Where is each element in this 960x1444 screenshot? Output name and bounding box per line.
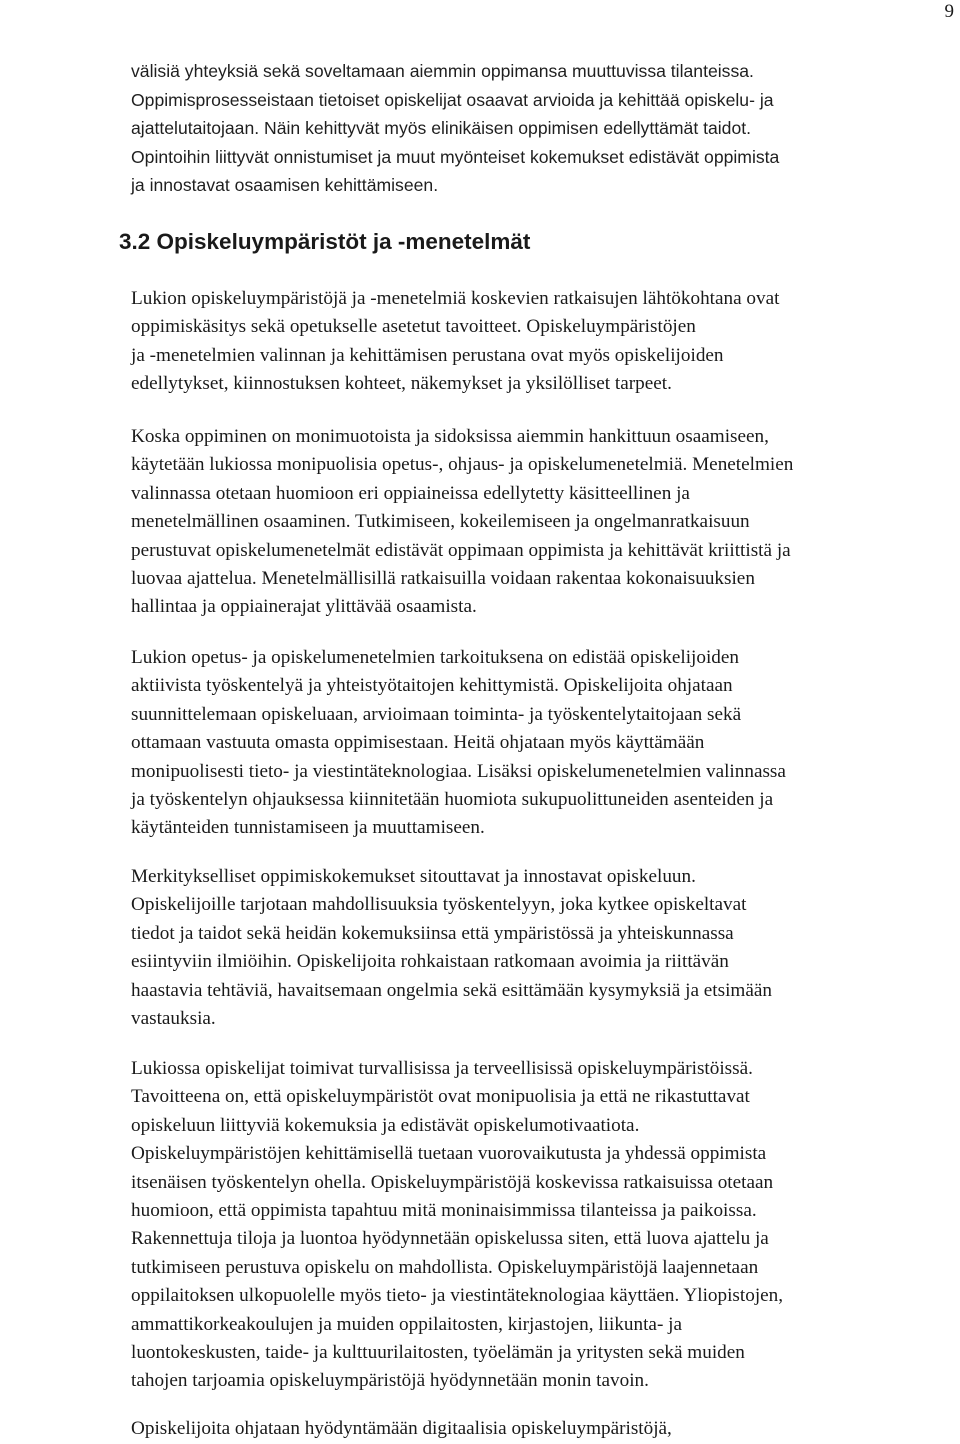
text-line: luontokeskusten, taide- ja kulttuurilaitosten, työelämän ja yritysten sekä muiden <box>131 1342 745 1364</box>
text-line: valinnassa otetaan huomioon eri oppiaineissa edellytetty käsitteellinen ja <box>131 482 690 504</box>
text-line: edellytykset, kiinnostuksen kohteet, näkemykset ja yksilölliset tarpeet. <box>131 373 672 395</box>
text-line: Oppimisprosesseistaan tietoiset opiskelijat osaavat arvioida ja kehittää opiskelu- ja <box>131 89 774 110</box>
paragraph-5 <box>131 1055 783 1396</box>
text-line: Lukiossa opiskelijat toimivat turvallisissa ja terveellisissä opiskeluympäristöissä. <box>131 1058 753 1079</box>
text-line: aktiivista työskentelyä ja yhteistyötaitojen kehittymistä. Opiskelijoita ohjataan <box>131 675 733 697</box>
text-line: Koska oppiminen on monimuotoista ja sidoksissa aiemmin hankittuun osaamiseen, <box>131 426 769 447</box>
text-line: perustuvat opiskelumenetelmät edistävät oppimaan oppimista ja kehittävät kriittistä ja <box>131 539 791 561</box>
document-body <box>119 57 951 1439</box>
text-line: Opiskelijoille tarjotaan mahdollisuuksia työskentelyyn, joka kytkee opiskeltavat <box>131 894 747 916</box>
text-line: välisiä yhteyksiä sekä soveltamaan aiemmin oppimansa muuttuvissa tilanteissa. <box>131 61 754 81</box>
text-line: ja innostavat osaamisen kehittämiseen. <box>131 175 439 195</box>
text-line: tutkimiseen perustuva opiskelu on mahdollista. Opiskeluympäristöjä laajennetaan <box>131 1256 759 1278</box>
section-heading: 3.2 Opiskeluympäristöt ja -menetelmät <box>119 229 531 254</box>
text-line: Opiskeluympäristöjen kehittämisellä tuetaan vuorovaikutusta ja yhdessä oppimista <box>131 1143 767 1165</box>
text-line: ja -menetelmien valinnan ja kehittämisen perustana ovat myös opiskelijoiden <box>131 344 724 366</box>
text-line: monipuolisesti tieto- ja viestintäteknologiaa. Lisäksi opiskelumenetelmien valinnassa <box>131 760 786 782</box>
text-line: Lukion opiskeluympäristöjä ja -menetelmiä koskevien ratkaisujen lähtökohtana ovat <box>131 288 780 309</box>
paragraph-3 <box>131 644 786 843</box>
text-line: Merkitykselliset oppimiskokemukset sitouttavat ja innostavat opiskeluun. <box>131 866 696 887</box>
page-number: 9 <box>944 1 954 22</box>
text-line: ajattelutaitojaan. Näin kehittyvät myös elinikäisen oppimisen edellyttämät taidot. <box>131 118 752 138</box>
text-line: Opiskelijoita ohjataan hyödyntämään digitaalisia opiskeluympäristöjä, <box>131 1418 672 1439</box>
paragraph-4 <box>131 863 772 1033</box>
text-line: käytänteiden tunnistamiseen ja muuttamiseen. <box>131 817 485 839</box>
text-line: suunnittelemaan opiskeluaan, arvioimaan toiminta- ja työskentelytaitojaan sekä <box>131 703 742 725</box>
text-line: Tavoitteena on, että opiskeluympäristöt ovat monipuolisia ja että ne rikastuttavat <box>131 1086 750 1108</box>
text-line: Rakennettuja tiloja ja luontoa hyödynnetään opiskelussa siten, että luova ajattelu ja <box>131 1228 769 1250</box>
text-line: opiskeluun liittyviä kokemuksia ja edistävät opiskelumotivaatiota. <box>131 1114 640 1136</box>
text-line: Opintoihin liittyvät onnistumiset ja muut myönteiset kokemukset edistävät oppimista <box>131 146 780 167</box>
text-line: vastauksia. <box>131 1008 216 1030</box>
text-line: luovaa ajattelua. Menetelmällisillä ratkaisuilla voidaan rakentaa kokonaisuuksien <box>131 568 755 590</box>
text-line: tiedot ja taidot sekä heidän kokemuksiinsa että ympäristössä ja yhteiskunnassa <box>131 922 734 944</box>
paragraph-6 <box>131 1415 672 1443</box>
text-line: tahojen tarjoamia opiskeluympäristöjä hyödynnetään monin tavoin. <box>131 1370 649 1392</box>
text-line: hallintaa ja oppiainerajat ylittävää osaamista. <box>131 596 477 618</box>
text-line: huomioon, että oppimista tapahtuu mitä moninaisimmissa tilanteissa ja paikoissa. <box>131 1200 757 1222</box>
text-line: käytetään lukiossa monipuolisia opetus-, ohjaus- ja opiskelumenetelmiä. Menetelmien <box>131 454 794 476</box>
text-line: menetelmällinen osaaminen. Tutkimiseen, kokeilemiseen ja ongelmanratkaisuun <box>131 511 750 533</box>
text-line: esiintyviin ilmiöihin. Opiskelijoita rohkaistaan ratkomaan avoimia ja riittävän <box>131 951 729 973</box>
text-line: oppimiskäsitys sekä opetukselle asetetut tavoitteet. Opiskeluympäristöjen <box>131 316 696 338</box>
intro-paragraph <box>131 57 951 200</box>
text-line: itsenäisen työskentelyn ohella. Opiskeluympäristöjä koskevissa ratkaisuissa otetaan <box>131 1171 774 1193</box>
text-line: Lukion opetus- ja opiskelumenetelmien tarkoituksena on edistää opiskelijoiden <box>131 647 739 668</box>
paragraph-2 <box>131 423 793 622</box>
text-line: ja työskentelyn ohjauksessa kiinnitetään huomiota sukupuolittuneiden asenteiden ja <box>131 789 774 811</box>
text-line: ottamaan vastuuta omasta oppimisestaan. Heitä ohjataan myös käyttämään <box>131 732 705 754</box>
text-line: ammattikorkeakoulujen ja muiden oppilaitosten, kirjastojen, liikunta- ja <box>131 1313 682 1335</box>
text-line: oppilaitoksen ulkopuolelle myös tieto- ja viestintäteknologiaa käyttäen. Yliopistojen, <box>131 1285 784 1307</box>
paragraph-1 <box>131 285 779 399</box>
text-line: haastavia tehtäviä, havaitsemaan ongelmia sekä esittämään kysymyksiä ja etsimään <box>131 979 772 1001</box>
